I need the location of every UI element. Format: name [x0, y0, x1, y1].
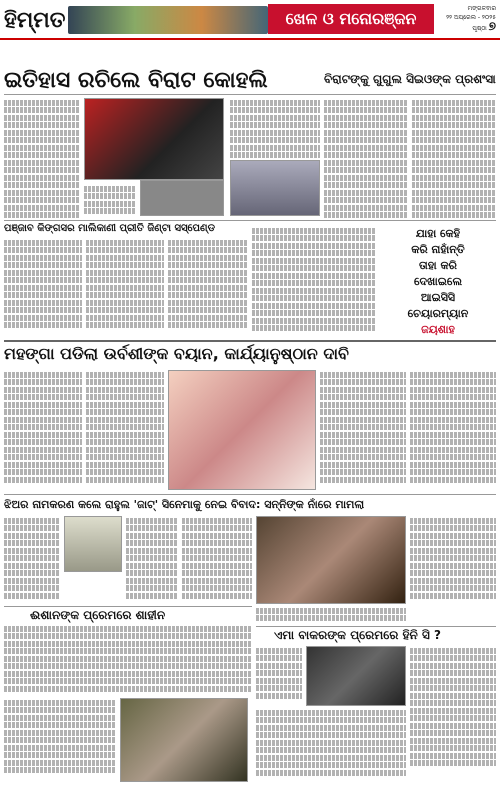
urvashi-body-col-2: [86, 370, 164, 490]
kohli-body-col-2: [84, 184, 136, 218]
sunny-deol-photo: [256, 516, 406, 604]
quote-line: ଜୟଶାହ: [421, 323, 455, 336]
quote-line: ଚେୟାରମ୍ୟାନ: [407, 307, 469, 320]
kohli-photo: [84, 98, 224, 180]
sundar-pichai-photo: [140, 180, 224, 216]
urvashi-photo: [168, 370, 316, 490]
quote-line: କରି ନାହାଁନ୍ତି: [411, 243, 465, 256]
preity-body-col-3: [168, 238, 248, 336]
kohli-headline: ଇତିହାସ ରଚିଲେ ବିରାଟ କୋହଲି: [4, 68, 268, 93]
jaat-headline: ଝିଅର ନାମକରଣ କଲେ ରାହୁଲ 'ଜାଟ୍' ସିନେମାକୁ ନେଇ ବିବାଦ: ସନ୍ନିଙ୍କ ନାଁରେ ମାମଲା: [4, 498, 365, 511]
jaat-body-col-3: [256, 606, 406, 624]
kohli-body-col-3: [230, 98, 320, 158]
ema-body-col-1: [256, 646, 302, 706]
section-title: ଖେଳ ଓ ମନୋରଞ୍ଜନ: [268, 4, 434, 34]
shaheen-body-col-2: [4, 698, 116, 782]
jaat-body-col-1: [182, 516, 252, 604]
jayshah-quote: [380, 226, 496, 336]
rahul-body-col-2: [126, 516, 178, 604]
logo-text: ହିମ୍ମତ: [4, 7, 66, 33]
preity-body-col-1: [4, 238, 82, 336]
ema-body-col-3: [410, 646, 496, 782]
page-info: [436, 4, 496, 34]
masthead-photo-strip: [68, 6, 268, 34]
jayshah-body: [252, 226, 376, 336]
google-headline: ବିରାଟଙ୍କୁ ଗୁଗୁଲ ସିଇଓଙ୍କ ପ୍ରଶଂସା: [324, 72, 496, 86]
shaheen-body: [4, 624, 252, 696]
urvashi-body-col-1: [4, 370, 82, 490]
day: ମଙ୍ଗଳବାର: [467, 5, 496, 12]
newspaper-logo: [4, 4, 66, 36]
date: ୨୨ ଅପ୍ରେଲ - ୨୦୨୫: [446, 14, 496, 21]
kohli-inset-photo: [230, 160, 320, 216]
preity-body-col-2: [86, 238, 164, 336]
page-label: ପୃଷ୍ଠା: [472, 25, 487, 32]
google-body-col-1: [324, 98, 408, 218]
divider: [4, 340, 496, 342]
quote-line: ଦେଖାଇଲେ: [413, 275, 463, 288]
quote-line: ତାହା କରି: [419, 259, 457, 272]
quote-line: ଯାହା କେହି: [415, 227, 461, 240]
divider: [4, 494, 496, 495]
ema-body-col-2: [256, 708, 406, 782]
preity-headline: ପଞ୍ଜାବ କିଙ୍ଗସର ମାଲିକାଣୀ ପ୍ରୀତି ଜିଣ୍ଟା ସସ୍ପେଣ୍ଡ: [4, 223, 216, 234]
masthead: [0, 0, 500, 40]
urvashi-body-col-3: [320, 370, 406, 490]
urvashi-headline: ମହଙ୍ଗା ପଡିଲା ଉର୍ବଶୀଙ୍କ ବୟାନ, କାର୍ଯ୍ୟାନୁଷ୍ଠାନ ଦାବି: [4, 344, 349, 363]
jaat-body-col-2: [410, 516, 496, 604]
ema-headline: ଏମା ବାକରଙ୍କ ପ୍ରେମରେ ହିନି ସି ?: [274, 628, 441, 642]
google-body-col-2: [412, 98, 496, 218]
urvashi-body-col-4: [410, 370, 496, 490]
divider: [4, 220, 496, 221]
shaheen-headline: ଈଶାନଙ୍କ ପ୍ରେମରେ ଶାହୀନ: [30, 608, 166, 622]
divider: [256, 626, 496, 627]
divider: [4, 606, 252, 607]
ema-photo: [306, 646, 406, 706]
kohli-body-col-1: [4, 98, 80, 218]
divider: [4, 94, 496, 95]
quote-line: ଆଇସିସି: [420, 291, 456, 304]
page-number: ୭: [488, 19, 496, 33]
shaheen-photo: [120, 698, 248, 782]
rahul-photo: [64, 516, 122, 572]
rahul-body-col-1: [4, 516, 60, 604]
